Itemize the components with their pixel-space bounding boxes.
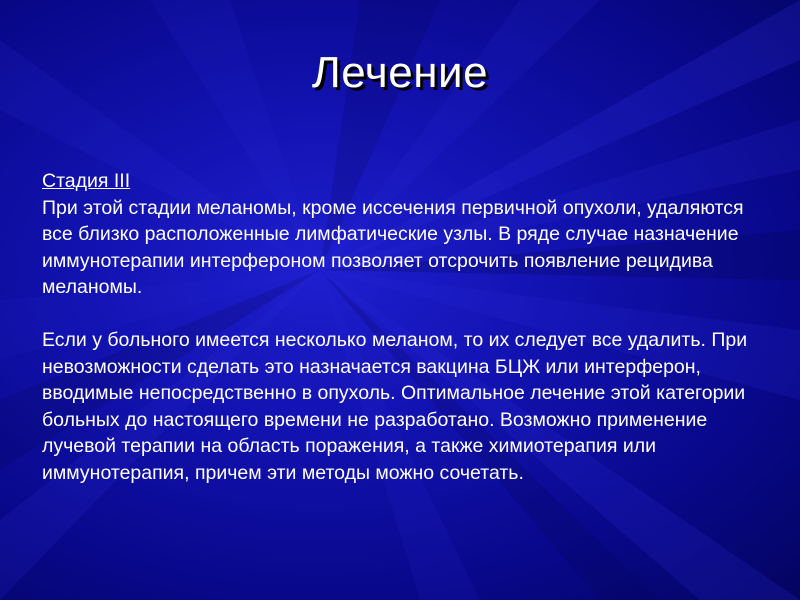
paragraph-spacer — [42, 301, 762, 328]
slide-title: Лечение — [311, 48, 489, 97]
slide-body — [42, 168, 762, 486]
paragraph-stage-treatment: При этой стадии меланомы, кроме иссечения первичной опухоли, удаляются все близко расположенные лимфатические узлы. В ряде случае назначение иммунотерапии интерфероном позволяет отсрочить появление рецидива меланомы. — [42, 196, 744, 298]
stage-heading: Стадия III — [42, 170, 131, 192]
paragraph-multiple-melanomas: Если у больного имеется несколько меланом, то их следует все удалить. При невозможности сделать это назначается вакцина БЦЖ или интерферон, вводимые непосредственно в опухоль. Оптимальное лечение этой категории больных до настоящего времени не разработано. Возможно применение лучевой терапии на область поражения, а также химиотерапия или иммунотерапия, причем эти методы можно сочетать. — [42, 329, 748, 484]
